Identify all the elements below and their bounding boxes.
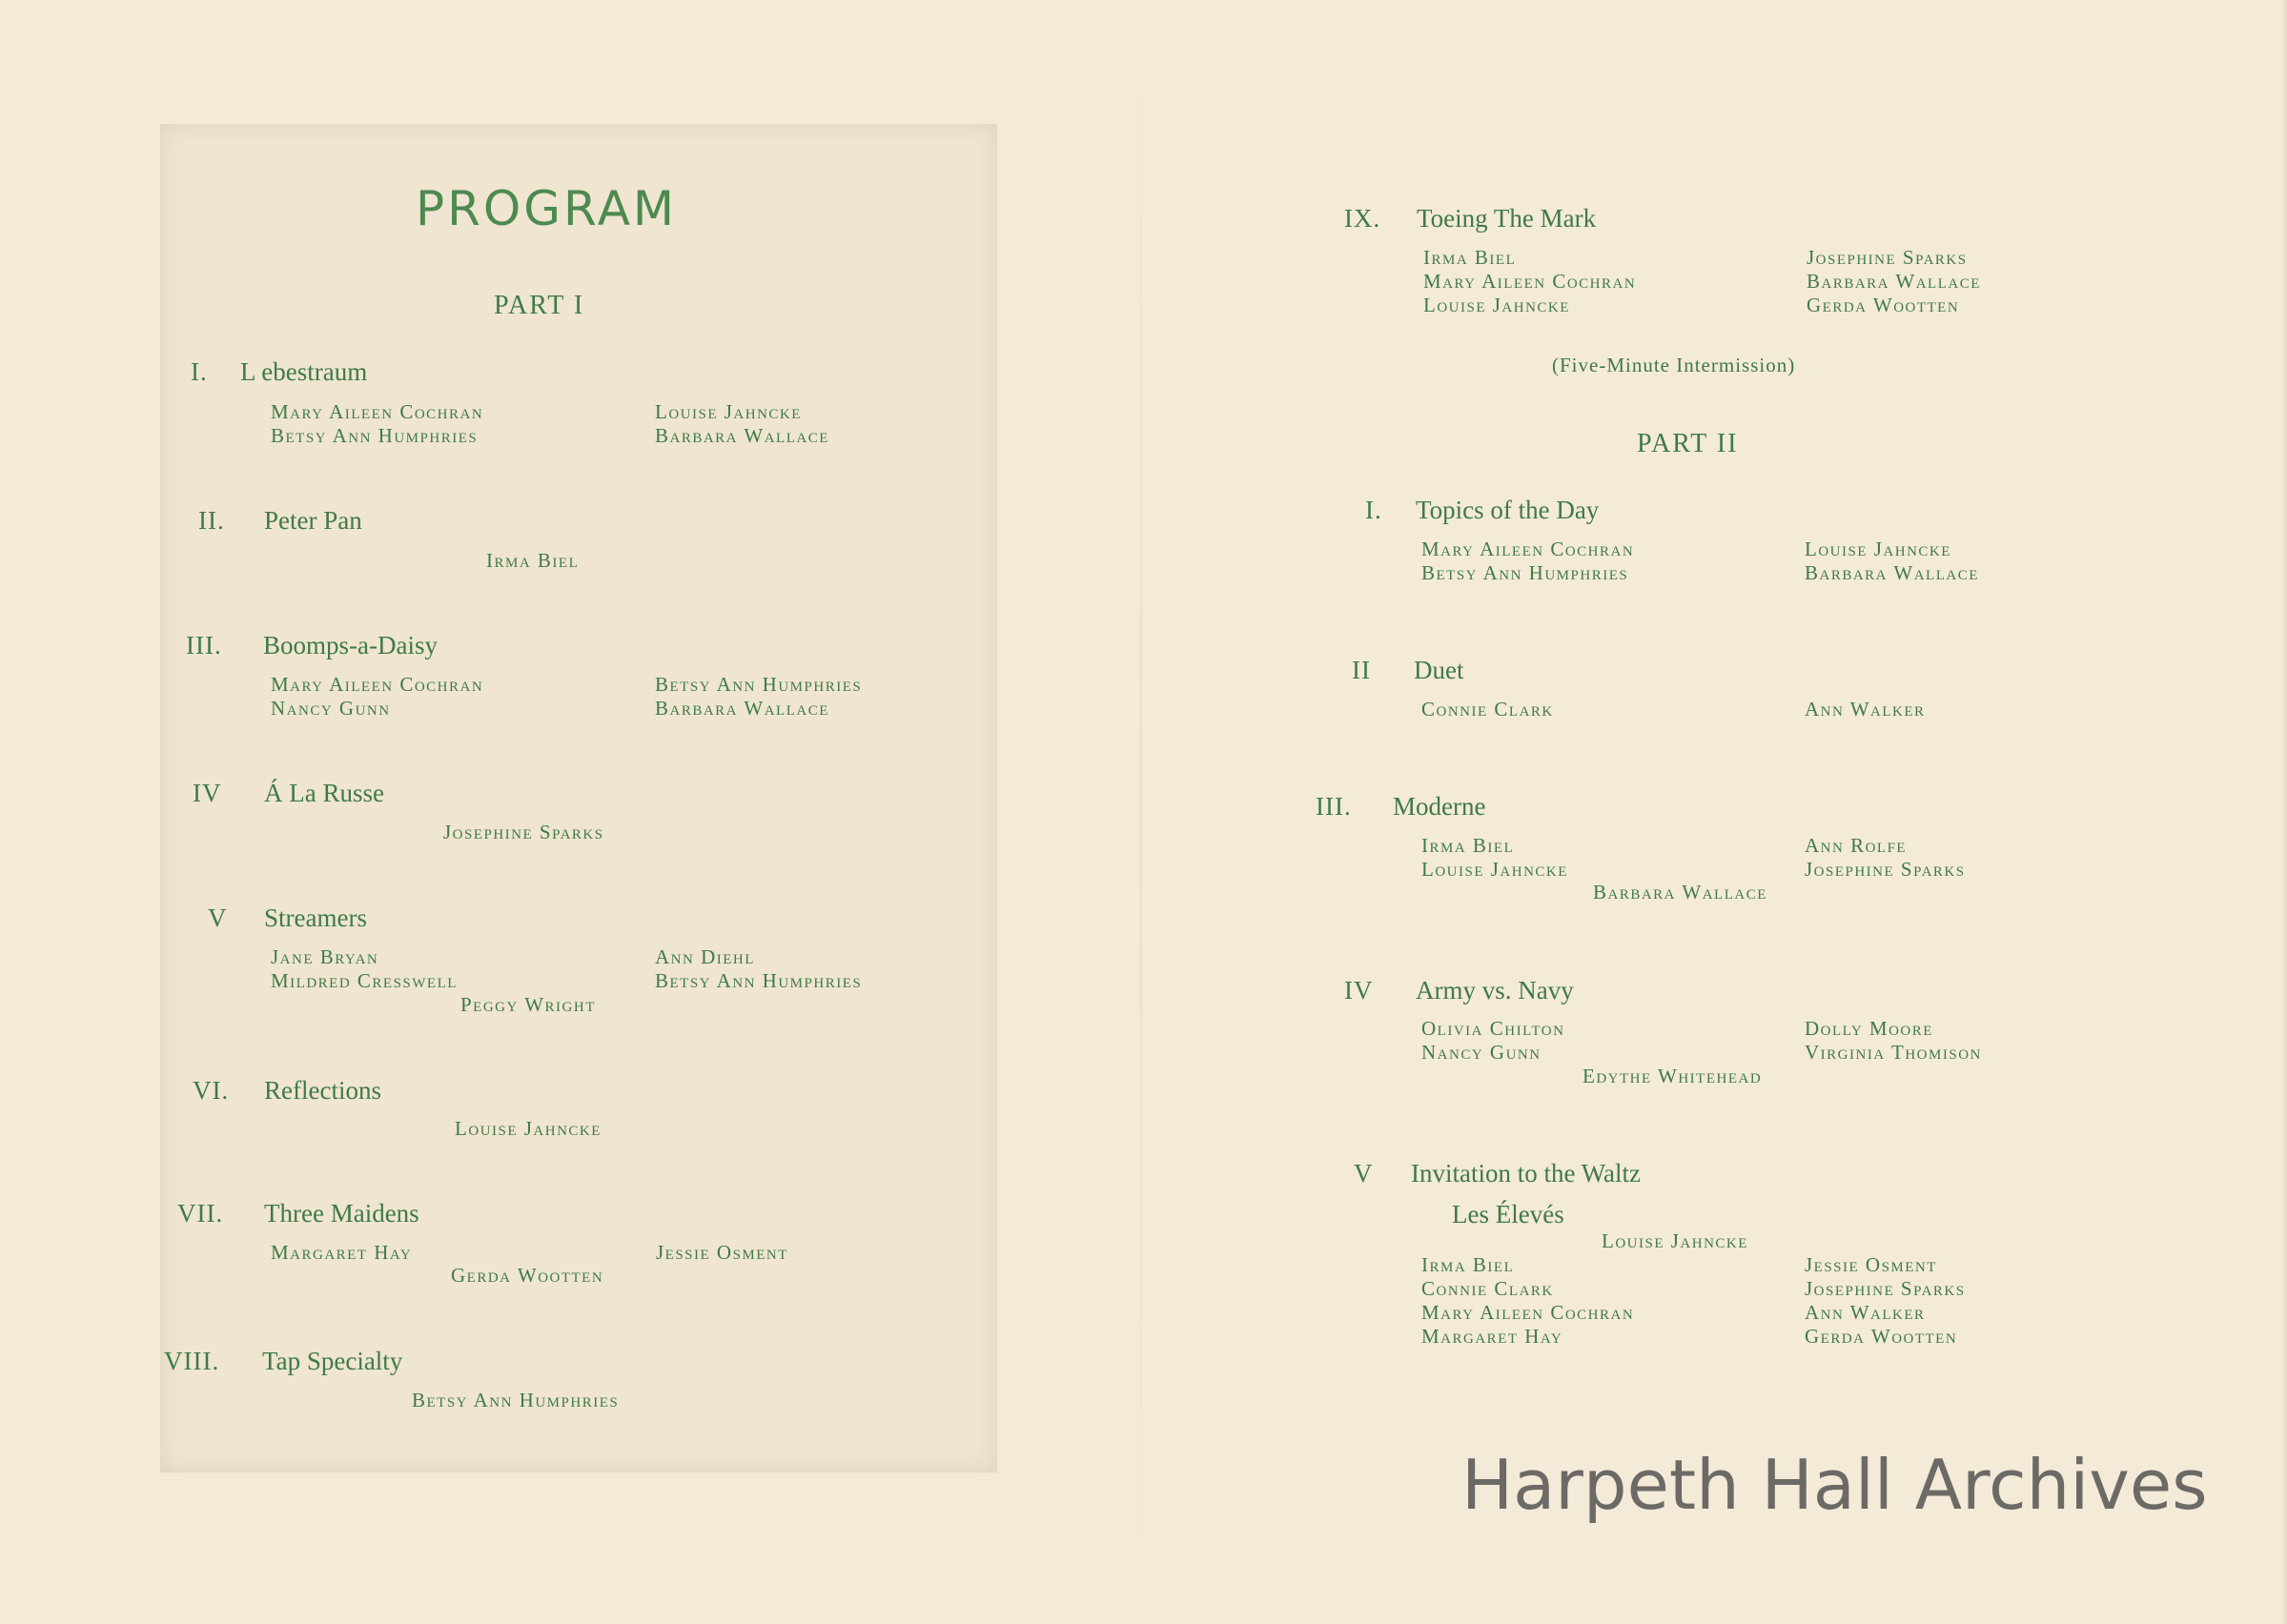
performer: Josephine Sparks bbox=[1807, 246, 1968, 269]
performer-column-2 bbox=[1805, 1253, 1966, 1349]
performer: Irma Biel bbox=[1423, 246, 1517, 269]
item-subtitle: Les Élevés bbox=[1452, 1200, 1564, 1228]
performer: Nancy Gunn bbox=[1421, 1041, 1542, 1064]
part-two-heading: PART II bbox=[1637, 429, 1739, 458]
performer: Louise Jahncke bbox=[1423, 294, 1570, 316]
item-title: Streamers bbox=[264, 903, 367, 932]
performer: Irma Biel bbox=[1421, 834, 1515, 857]
item-numeral: V bbox=[208, 903, 228, 932]
performer: Irma Biel bbox=[1421, 1253, 1515, 1276]
item-numeral: IV bbox=[1344, 976, 1374, 1005]
item-title: L ebestraum bbox=[240, 357, 368, 386]
item-title: Boomps-a-Daisy bbox=[263, 631, 438, 660]
intermission-note: (Five-Minute Intermission) bbox=[1552, 354, 1796, 376]
item-title: Topics of the Day bbox=[1416, 496, 1600, 524]
item-title: Army vs. Navy bbox=[1416, 976, 1574, 1005]
item-title: Moderne bbox=[1393, 792, 1486, 821]
item-title: Tap Specialty bbox=[262, 1347, 403, 1375]
item-numeral: I. bbox=[191, 357, 208, 386]
item-numeral: IX. bbox=[1344, 204, 1381, 233]
performer: Betsy Ann Humphries bbox=[655, 673, 863, 696]
performer-column-1 bbox=[1421, 538, 1634, 585]
item-numeral: III. bbox=[186, 631, 222, 660]
performer-column-1 bbox=[1421, 1253, 1634, 1349]
performer: Gerda Wootten bbox=[451, 1264, 604, 1287]
performer: Jessie Osment bbox=[1805, 1253, 1937, 1276]
performer: Ann Rolfe bbox=[1805, 834, 1908, 857]
item-numeral: III. bbox=[1316, 792, 1352, 821]
performer-column-1 bbox=[271, 400, 483, 448]
performer: Ann Walker bbox=[1805, 698, 1926, 721]
item-title: Three Maidens bbox=[264, 1199, 419, 1228]
performer: Mary Aileen Cochran bbox=[1421, 1301, 1635, 1324]
performer-column-2 bbox=[1805, 538, 1979, 585]
performer: Jessie Osment bbox=[656, 1241, 788, 1264]
item-numeral: VIII. bbox=[164, 1347, 220, 1375]
performer: Mildred Cresswell bbox=[271, 969, 458, 992]
performer-column-2 bbox=[1807, 246, 1981, 317]
performer: Mary Aileen Cochran bbox=[1421, 538, 1635, 560]
item-numeral: I. bbox=[1365, 496, 1382, 524]
performer: Betsy Ann Humphries bbox=[271, 424, 479, 447]
performer: Peggy Wright bbox=[460, 993, 596, 1016]
performer: Barbara Wallace bbox=[655, 697, 829, 720]
performer: Barbara Wallace bbox=[655, 424, 829, 447]
item-numeral: V bbox=[1354, 1159, 1374, 1188]
performer-column-2 bbox=[655, 945, 862, 993]
item-title: Duet bbox=[1414, 656, 1464, 684]
performer: Louise Jahncke bbox=[655, 400, 802, 423]
performer-column-1 bbox=[1421, 834, 1568, 882]
page-fold bbox=[1140, 0, 1142, 1624]
performer-column-2 bbox=[1805, 834, 1966, 882]
performer: Josephine Sparks bbox=[443, 821, 604, 843]
performer: Betsy Ann Humphries bbox=[412, 1389, 620, 1411]
performer: Mary Aileen Cochran bbox=[271, 673, 484, 696]
performer: Virginia Thomison bbox=[1805, 1041, 1982, 1064]
item-title: Peter Pan bbox=[264, 506, 362, 535]
item-title: Reflections bbox=[264, 1076, 381, 1105]
page-edge bbox=[2281, 0, 2287, 1624]
performer: Josephine Sparks bbox=[1805, 1277, 1966, 1300]
performer: Jane Bryan bbox=[271, 945, 379, 968]
performer: Ann Walker bbox=[1805, 1301, 1926, 1324]
lead-performer: Louise Jahncke bbox=[1602, 1229, 1748, 1252]
program-title: PROGRAM bbox=[416, 181, 678, 236]
performer: Nancy Gunn bbox=[271, 697, 391, 720]
performer: Josephine Sparks bbox=[1805, 858, 1966, 881]
item-numeral: VI. bbox=[193, 1076, 230, 1105]
performer: Betsy Ann Humphries bbox=[1421, 561, 1629, 584]
archive-watermark: Harpeth Hall Archives bbox=[1461, 1445, 2208, 1525]
item-numeral: II bbox=[1352, 656, 1371, 684]
performer: Dolly Moore bbox=[1805, 1017, 1933, 1040]
performer: Margaret Hay bbox=[1421, 1325, 1563, 1348]
performer-column-1 bbox=[1421, 1017, 1564, 1065]
item-numeral: II. bbox=[198, 506, 225, 535]
performer: Olivia Chilton bbox=[1421, 1017, 1565, 1040]
performer: Gerda Wootten bbox=[1807, 294, 1960, 316]
performer: Gerda Wootten bbox=[1805, 1325, 1958, 1348]
performer: Barbara Wallace bbox=[1593, 881, 1767, 903]
performer: Louise Jahncke bbox=[455, 1117, 602, 1140]
performer: Betsy Ann Humphries bbox=[655, 969, 863, 992]
performer: Ann Diehl bbox=[655, 945, 755, 968]
performer-column-2 bbox=[655, 673, 862, 721]
performer: Barbara Wallace bbox=[1805, 561, 1979, 584]
performer: Connie Clark bbox=[1421, 1277, 1554, 1300]
item-numeral: VII. bbox=[177, 1199, 224, 1228]
performer-column-2 bbox=[1805, 1017, 1982, 1065]
performer: Irma Biel bbox=[486, 549, 580, 572]
performer-column-1 bbox=[271, 945, 458, 993]
performer-column-1 bbox=[1423, 246, 1636, 317]
performer: Mary Aileen Cochran bbox=[271, 400, 484, 423]
item-title: Á La Russe bbox=[264, 779, 384, 807]
performer: Mary Aileen Cochran bbox=[1423, 270, 1637, 293]
performer: Louise Jahncke bbox=[1421, 858, 1568, 881]
performer: Barbara Wallace bbox=[1807, 270, 1981, 293]
part-one-heading: PART I bbox=[494, 291, 585, 320]
performer: Margaret Hay bbox=[271, 1241, 413, 1264]
performer-column-2 bbox=[655, 400, 829, 448]
item-title: Toeing The Mark bbox=[1417, 204, 1597, 233]
performer: Connie Clark bbox=[1421, 698, 1554, 721]
performer: Louise Jahncke bbox=[1805, 538, 1951, 560]
performer-column-1 bbox=[271, 673, 483, 721]
item-numeral: IV bbox=[193, 779, 222, 807]
item-title: Invitation to the Waltz bbox=[1411, 1159, 1642, 1188]
performer: Edythe Whitehead bbox=[1583, 1065, 1763, 1087]
